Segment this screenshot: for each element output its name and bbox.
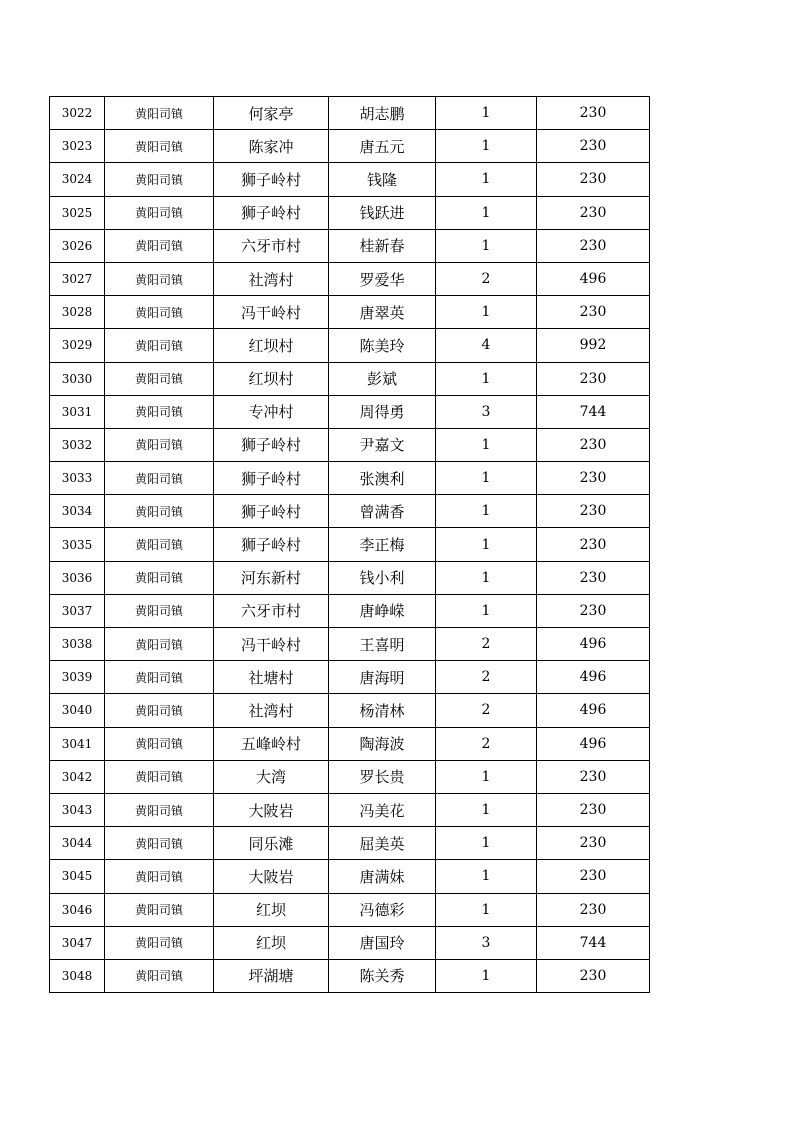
amount-cell: 230 <box>537 561 650 594</box>
amount-cell: 230 <box>537 760 650 793</box>
household-count-cell: 2 <box>436 628 537 661</box>
amount-cell: 496 <box>537 628 650 661</box>
table-row <box>50 959 650 992</box>
amount-cell: 496 <box>537 727 650 760</box>
town-cell: 黄阳司镇 <box>105 163 214 196</box>
table-row <box>50 362 650 395</box>
village-cell: 红坝 <box>214 893 329 926</box>
person-name-cell: 尹嘉文 <box>329 428 436 461</box>
person-name-cell: 罗爱华 <box>329 262 436 295</box>
person-name-cell: 钱跃进 <box>329 196 436 229</box>
row-number-cell: 3039 <box>50 661 105 694</box>
household-count-cell: 1 <box>436 296 537 329</box>
village-cell: 大陂岩 <box>214 793 329 826</box>
village-cell: 狮子岭村 <box>214 428 329 461</box>
person-name-cell: 屈美英 <box>329 827 436 860</box>
household-count-cell: 1 <box>436 196 537 229</box>
amount-cell: 496 <box>537 661 650 694</box>
town-cell: 黄阳司镇 <box>105 196 214 229</box>
table-row <box>50 628 650 661</box>
person-name-cell: 张澳利 <box>329 462 436 495</box>
village-cell: 坪湖塘 <box>214 959 329 992</box>
row-number-cell: 3025 <box>50 196 105 229</box>
amount-cell: 230 <box>537 229 650 262</box>
row-number-cell: 3044 <box>50 827 105 860</box>
row-number-cell: 3046 <box>50 893 105 926</box>
row-number-cell: 3036 <box>50 561 105 594</box>
amount-cell: 230 <box>537 528 650 561</box>
row-number-cell: 3033 <box>50 462 105 495</box>
row-number-cell: 3045 <box>50 860 105 893</box>
row-number-cell: 3038 <box>50 628 105 661</box>
person-name-cell: 冯德彩 <box>329 893 436 926</box>
village-cell: 红坝村 <box>214 362 329 395</box>
town-cell: 黄阳司镇 <box>105 628 214 661</box>
person-name-cell: 唐国玲 <box>329 926 436 959</box>
household-count-cell: 1 <box>436 229 537 262</box>
table-row <box>50 528 650 561</box>
village-cell: 同乐滩 <box>214 827 329 860</box>
household-count-cell: 1 <box>436 97 537 130</box>
row-number-cell: 3043 <box>50 793 105 826</box>
person-name-cell: 彭斌 <box>329 362 436 395</box>
amount-cell: 230 <box>537 959 650 992</box>
village-cell: 狮子岭村 <box>214 163 329 196</box>
household-count-cell: 2 <box>436 661 537 694</box>
table-row <box>50 296 650 329</box>
household-count-cell: 3 <box>436 926 537 959</box>
town-cell: 黄阳司镇 <box>105 395 214 428</box>
village-cell: 专冲村 <box>214 395 329 428</box>
town-cell: 黄阳司镇 <box>105 462 214 495</box>
village-cell: 社塘村 <box>214 661 329 694</box>
household-count-cell: 1 <box>436 362 537 395</box>
person-name-cell: 罗长贵 <box>329 760 436 793</box>
town-cell: 黄阳司镇 <box>105 561 214 594</box>
town-cell: 黄阳司镇 <box>105 661 214 694</box>
town-cell: 黄阳司镇 <box>105 97 214 130</box>
household-count-cell: 1 <box>436 793 537 826</box>
town-cell: 黄阳司镇 <box>105 727 214 760</box>
household-count-cell: 2 <box>436 262 537 295</box>
table-row <box>50 130 650 163</box>
town-cell: 黄阳司镇 <box>105 296 214 329</box>
town-cell: 黄阳司镇 <box>105 229 214 262</box>
person-name-cell: 唐满妹 <box>329 860 436 893</box>
amount-cell: 230 <box>537 594 650 627</box>
person-name-cell: 陶海波 <box>329 727 436 760</box>
household-count-cell: 1 <box>436 163 537 196</box>
row-number-cell: 3041 <box>50 727 105 760</box>
village-cell: 红坝 <box>214 926 329 959</box>
household-count-cell: 1 <box>436 594 537 627</box>
table-row <box>50 926 650 959</box>
row-number-cell: 3029 <box>50 329 105 362</box>
amount-cell: 230 <box>537 793 650 826</box>
village-cell: 冯干岭村 <box>214 628 329 661</box>
row-number-cell: 3034 <box>50 495 105 528</box>
town-cell: 黄阳司镇 <box>105 694 214 727</box>
amount-cell: 230 <box>537 296 650 329</box>
amount-cell: 230 <box>537 163 650 196</box>
table-row <box>50 793 650 826</box>
town-cell: 黄阳司镇 <box>105 362 214 395</box>
town-cell: 黄阳司镇 <box>105 860 214 893</box>
household-count-cell: 2 <box>436 694 537 727</box>
table-row <box>50 97 650 130</box>
village-cell: 何家亭 <box>214 97 329 130</box>
person-name-cell: 曾满香 <box>329 495 436 528</box>
table-row <box>50 694 650 727</box>
household-count-cell: 1 <box>436 561 537 594</box>
household-count-cell: 1 <box>436 528 537 561</box>
household-count-cell: 3 <box>436 395 537 428</box>
household-count-cell: 1 <box>436 893 537 926</box>
amount-cell: 230 <box>537 362 650 395</box>
row-number-cell: 3040 <box>50 694 105 727</box>
household-count-cell: 2 <box>436 727 537 760</box>
village-cell: 社湾村 <box>214 694 329 727</box>
household-count-cell: 1 <box>436 130 537 163</box>
table-row <box>50 163 650 196</box>
table-row <box>50 760 650 793</box>
village-cell: 狮子岭村 <box>214 196 329 229</box>
town-cell: 黄阳司镇 <box>105 329 214 362</box>
household-count-cell: 1 <box>436 827 537 860</box>
row-number-cell: 3031 <box>50 395 105 428</box>
town-cell: 黄阳司镇 <box>105 262 214 295</box>
amount-cell: 230 <box>537 428 650 461</box>
village-cell: 河东新村 <box>214 561 329 594</box>
row-number-cell: 3035 <box>50 528 105 561</box>
amount-cell: 230 <box>537 462 650 495</box>
table-row <box>50 462 650 495</box>
row-number-cell: 3022 <box>50 97 105 130</box>
row-number-cell: 3027 <box>50 262 105 295</box>
amount-cell: 230 <box>537 196 650 229</box>
person-name-cell: 李正梅 <box>329 528 436 561</box>
town-cell: 黄阳司镇 <box>105 926 214 959</box>
person-name-cell: 钱小利 <box>329 561 436 594</box>
table-row <box>50 860 650 893</box>
village-cell: 狮子岭村 <box>214 528 329 561</box>
amount-cell: 230 <box>537 97 650 130</box>
row-number-cell: 3047 <box>50 926 105 959</box>
town-cell: 黄阳司镇 <box>105 594 214 627</box>
village-cell: 狮子岭村 <box>214 495 329 528</box>
town-cell: 黄阳司镇 <box>105 130 214 163</box>
town-cell: 黄阳司镇 <box>105 827 214 860</box>
table-row <box>50 827 650 860</box>
table-row <box>50 262 650 295</box>
row-number-cell: 3023 <box>50 130 105 163</box>
row-number-cell: 3024 <box>50 163 105 196</box>
village-cell: 狮子岭村 <box>214 462 329 495</box>
amount-cell: 992 <box>537 329 650 362</box>
village-cell: 六牙市村 <box>214 594 329 627</box>
roster-table <box>49 96 650 993</box>
person-name-cell: 唐翠英 <box>329 296 436 329</box>
household-count-cell: 1 <box>436 495 537 528</box>
amount-cell: 496 <box>537 694 650 727</box>
table-row <box>50 727 650 760</box>
table-row <box>50 329 650 362</box>
roster-table-body <box>50 97 650 993</box>
table-row <box>50 495 650 528</box>
village-cell: 冯干岭村 <box>214 296 329 329</box>
table-row <box>50 661 650 694</box>
household-count-cell: 1 <box>436 760 537 793</box>
person-name-cell: 桂新春 <box>329 229 436 262</box>
row-number-cell: 3028 <box>50 296 105 329</box>
amount-cell: 496 <box>537 262 650 295</box>
amount-cell: 230 <box>537 130 650 163</box>
village-cell: 红坝村 <box>214 329 329 362</box>
town-cell: 黄阳司镇 <box>105 428 214 461</box>
table-row <box>50 196 650 229</box>
person-name-cell: 冯美花 <box>329 793 436 826</box>
row-number-cell: 3030 <box>50 362 105 395</box>
village-cell: 大湾 <box>214 760 329 793</box>
person-name-cell: 唐五元 <box>329 130 436 163</box>
table-row <box>50 561 650 594</box>
table-row <box>50 594 650 627</box>
town-cell: 黄阳司镇 <box>105 528 214 561</box>
table-row <box>50 428 650 461</box>
household-count-cell: 4 <box>436 329 537 362</box>
amount-cell: 744 <box>537 395 650 428</box>
town-cell: 黄阳司镇 <box>105 495 214 528</box>
table-row <box>50 893 650 926</box>
town-cell: 黄阳司镇 <box>105 793 214 826</box>
amount-cell: 230 <box>537 495 650 528</box>
town-cell: 黄阳司镇 <box>105 959 214 992</box>
person-name-cell: 王喜明 <box>329 628 436 661</box>
person-name-cell: 陈美玲 <box>329 329 436 362</box>
village-cell: 六牙市村 <box>214 229 329 262</box>
household-count-cell: 1 <box>436 860 537 893</box>
person-name-cell: 杨清林 <box>329 694 436 727</box>
town-cell: 黄阳司镇 <box>105 760 214 793</box>
row-number-cell: 3042 <box>50 760 105 793</box>
person-name-cell: 唐峥嵘 <box>329 594 436 627</box>
amount-cell: 230 <box>537 827 650 860</box>
household-count-cell: 1 <box>436 959 537 992</box>
town-cell: 黄阳司镇 <box>105 893 214 926</box>
person-name-cell: 周得勇 <box>329 395 436 428</box>
row-number-cell: 3032 <box>50 428 105 461</box>
amount-cell: 230 <box>537 860 650 893</box>
village-cell: 五峰岭村 <box>214 727 329 760</box>
household-count-cell: 1 <box>436 462 537 495</box>
table-row <box>50 395 650 428</box>
village-cell: 大陂岩 <box>214 860 329 893</box>
person-name-cell: 唐海明 <box>329 661 436 694</box>
household-count-cell: 1 <box>436 428 537 461</box>
person-name-cell: 胡志鹏 <box>329 97 436 130</box>
row-number-cell: 3037 <box>50 594 105 627</box>
table-row <box>50 229 650 262</box>
amount-cell: 230 <box>537 893 650 926</box>
amount-cell: 744 <box>537 926 650 959</box>
row-number-cell: 3026 <box>50 229 105 262</box>
row-number-cell: 3048 <box>50 959 105 992</box>
person-name-cell: 陈关秀 <box>329 959 436 992</box>
village-cell: 陈家冲 <box>214 130 329 163</box>
person-name-cell: 钱隆 <box>329 163 436 196</box>
village-cell: 社湾村 <box>214 262 329 295</box>
